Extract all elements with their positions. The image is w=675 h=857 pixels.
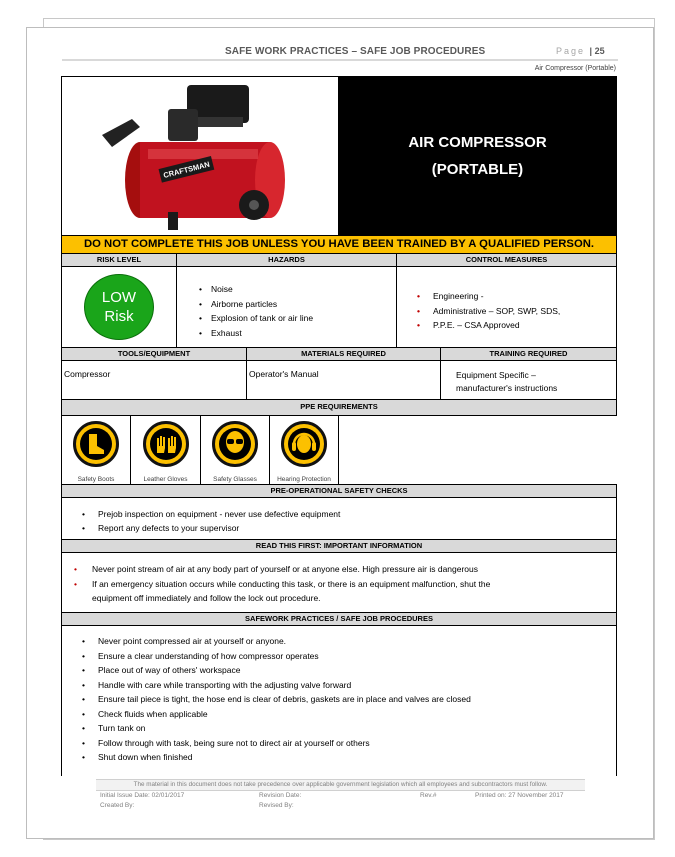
important-item2-line2: equipment off immediately and follow the lock out procedure. bbox=[92, 593, 321, 603]
ppe-label: Leather Gloves bbox=[143, 476, 188, 483]
control-measures-cell bbox=[396, 266, 617, 348]
handle bbox=[102, 119, 140, 147]
tank-highlight bbox=[148, 149, 258, 159]
list-item: • Turn tank on bbox=[82, 721, 616, 736]
leather-gloves-icon bbox=[143, 421, 189, 467]
pre-op-list bbox=[82, 507, 616, 535]
safety-glasses-icon bbox=[212, 421, 258, 467]
control-measures-list bbox=[417, 289, 616, 333]
list-item: • Handle with care while transporting with the adjusting valve forward bbox=[82, 678, 616, 693]
list-item: • Check fluids when applicable bbox=[82, 707, 616, 722]
hero-title-panel bbox=[338, 76, 617, 236]
safety-boots-icon bbox=[73, 421, 119, 467]
list-item: • Exhaust bbox=[199, 326, 396, 341]
footer-revision-date: Revision Date: bbox=[259, 792, 302, 799]
training-line1: Equipment Specific – bbox=[456, 370, 536, 380]
materials-header: MATERIALS REQUIRED bbox=[246, 347, 441, 361]
risk-level-cell bbox=[61, 266, 177, 348]
ppe-label: Hearing Protection bbox=[277, 476, 331, 483]
materials-value: Operator's Manual bbox=[246, 360, 441, 400]
ppe-safety-boots bbox=[61, 415, 131, 485]
list-item: • Report any defects to your supervisor bbox=[82, 521, 616, 535]
list-item: • Explosion of tank or air line bbox=[199, 311, 396, 326]
footer-created-by: Created By: bbox=[100, 802, 135, 809]
wheel-hub bbox=[249, 200, 259, 210]
list-item: • Shut down when finished bbox=[82, 750, 616, 765]
important-info-header: READ THIS FIRST: IMPORTANT INFORMATION bbox=[61, 539, 617, 553]
control-measures-header: CONTROL MEASURES bbox=[396, 253, 617, 267]
footer-revised-by: Revised By: bbox=[259, 802, 294, 809]
hazards-list bbox=[199, 282, 396, 340]
hero-title-line1: AIR COMPRESSOR bbox=[408, 134, 547, 151]
list-item: • Administrative – SOP, SWP, SDS, bbox=[417, 304, 616, 319]
footer-initial-issue: Initial Issue Date: 02/01/2017 bbox=[100, 792, 185, 799]
air-compressor-illustration bbox=[62, 77, 338, 235]
training-warning-banner: DO NOT COMPLETE THIS JOB UNLESS YOU HAVE BEEN TRAINED BY A QUALIFIED PERSON. bbox=[61, 235, 617, 254]
hazards-cell bbox=[176, 266, 397, 348]
training-line2: manufacturer's instructions bbox=[456, 383, 558, 393]
list-item: • Follow through with task, being sure not to direct air at yourself or others bbox=[82, 736, 616, 751]
tools-value: Compressor bbox=[61, 360, 247, 400]
list-item bbox=[74, 577, 616, 606]
foot bbox=[168, 212, 178, 230]
list-item: • Never point stream of air at any body part of yourself or at anyone else. High pressure air is dangerous bbox=[74, 562, 616, 577]
training-value bbox=[440, 360, 617, 400]
hero-title-line2: (PORTABLE) bbox=[431, 161, 524, 178]
footer-disclaimer: The material in this document does not take precedence over applicable government legislation which all employees and subcontractors must follow. bbox=[96, 779, 585, 791]
important-info-cell bbox=[61, 552, 617, 613]
ppe-hearing-protection bbox=[269, 415, 339, 485]
header-title: SAFE WORK PRACTICES – SAFE JOB PROCEDURES bbox=[225, 46, 486, 57]
procedures-list bbox=[82, 634, 616, 765]
procedures-cell bbox=[61, 625, 617, 776]
list-item: • Never point compressed air at yourself or anyone. bbox=[82, 634, 616, 649]
list-item: • P.P.E. – CSA Approved bbox=[417, 318, 616, 333]
header-subtitle: Air Compressor (Portable) bbox=[534, 65, 616, 72]
list-item: • Prejob inspection on equipment - never use defective equipment bbox=[82, 507, 616, 521]
page-number: | 25 bbox=[589, 46, 605, 56]
ppe-header: PPE REQUIREMENTS bbox=[61, 399, 617, 416]
low-risk-badge bbox=[84, 274, 154, 340]
important-item2-line1: • If an emergency situation occurs while conducting this task, or there is an equipment malfunction, shut the bbox=[92, 578, 491, 589]
list-item: • Ensure a clear understanding of how compressor operates bbox=[82, 649, 616, 664]
header-rule bbox=[62, 59, 618, 61]
footer-printed-on: Printed on: 27 November 2017 bbox=[475, 792, 564, 799]
risk-level-header: RISK LEVEL bbox=[61, 253, 177, 267]
tools-header: TOOLS/EQUIPMENT bbox=[61, 347, 247, 361]
pre-op-header: PRE-OPERATIONAL SAFETY CHECKS bbox=[61, 484, 617, 498]
page-label: Page bbox=[556, 46, 586, 56]
list-item: • Place out of way of others' workspace bbox=[82, 663, 616, 678]
compressor-image bbox=[61, 76, 339, 236]
list-item: • Ensure tail piece is tight, the hose end is clear of debris, gaskets are in place and valves are closed bbox=[82, 692, 616, 707]
pump-head bbox=[168, 109, 198, 141]
procedures-header: SAFEWORK PRACTICES / SAFE JOB PROCEDURES bbox=[61, 612, 617, 626]
hazards-header: HAZARDS bbox=[176, 253, 397, 267]
list-item: • Airborne particles bbox=[199, 297, 396, 312]
ppe-safety-glasses bbox=[200, 415, 270, 485]
training-header: TRAINING REQUIRED bbox=[440, 347, 617, 361]
footer-rev: Rev.# bbox=[420, 792, 437, 799]
important-info-list bbox=[74, 562, 616, 606]
ppe-leather-gloves bbox=[130, 415, 201, 485]
brand-text: CRAFTSMAN bbox=[162, 159, 211, 180]
hearing-protection-icon bbox=[281, 421, 327, 467]
ppe-label: Safety Glasses bbox=[213, 476, 257, 483]
ppe-label: Safety Boots bbox=[77, 476, 115, 483]
header-page-number bbox=[556, 46, 605, 56]
list-item: • Noise bbox=[199, 282, 396, 297]
pre-op-cell bbox=[61, 497, 617, 540]
risk-badge-line2: Risk bbox=[104, 308, 134, 325]
list-item: • Engineering - bbox=[417, 289, 616, 304]
risk-badge-line1: LOW bbox=[101, 289, 137, 306]
